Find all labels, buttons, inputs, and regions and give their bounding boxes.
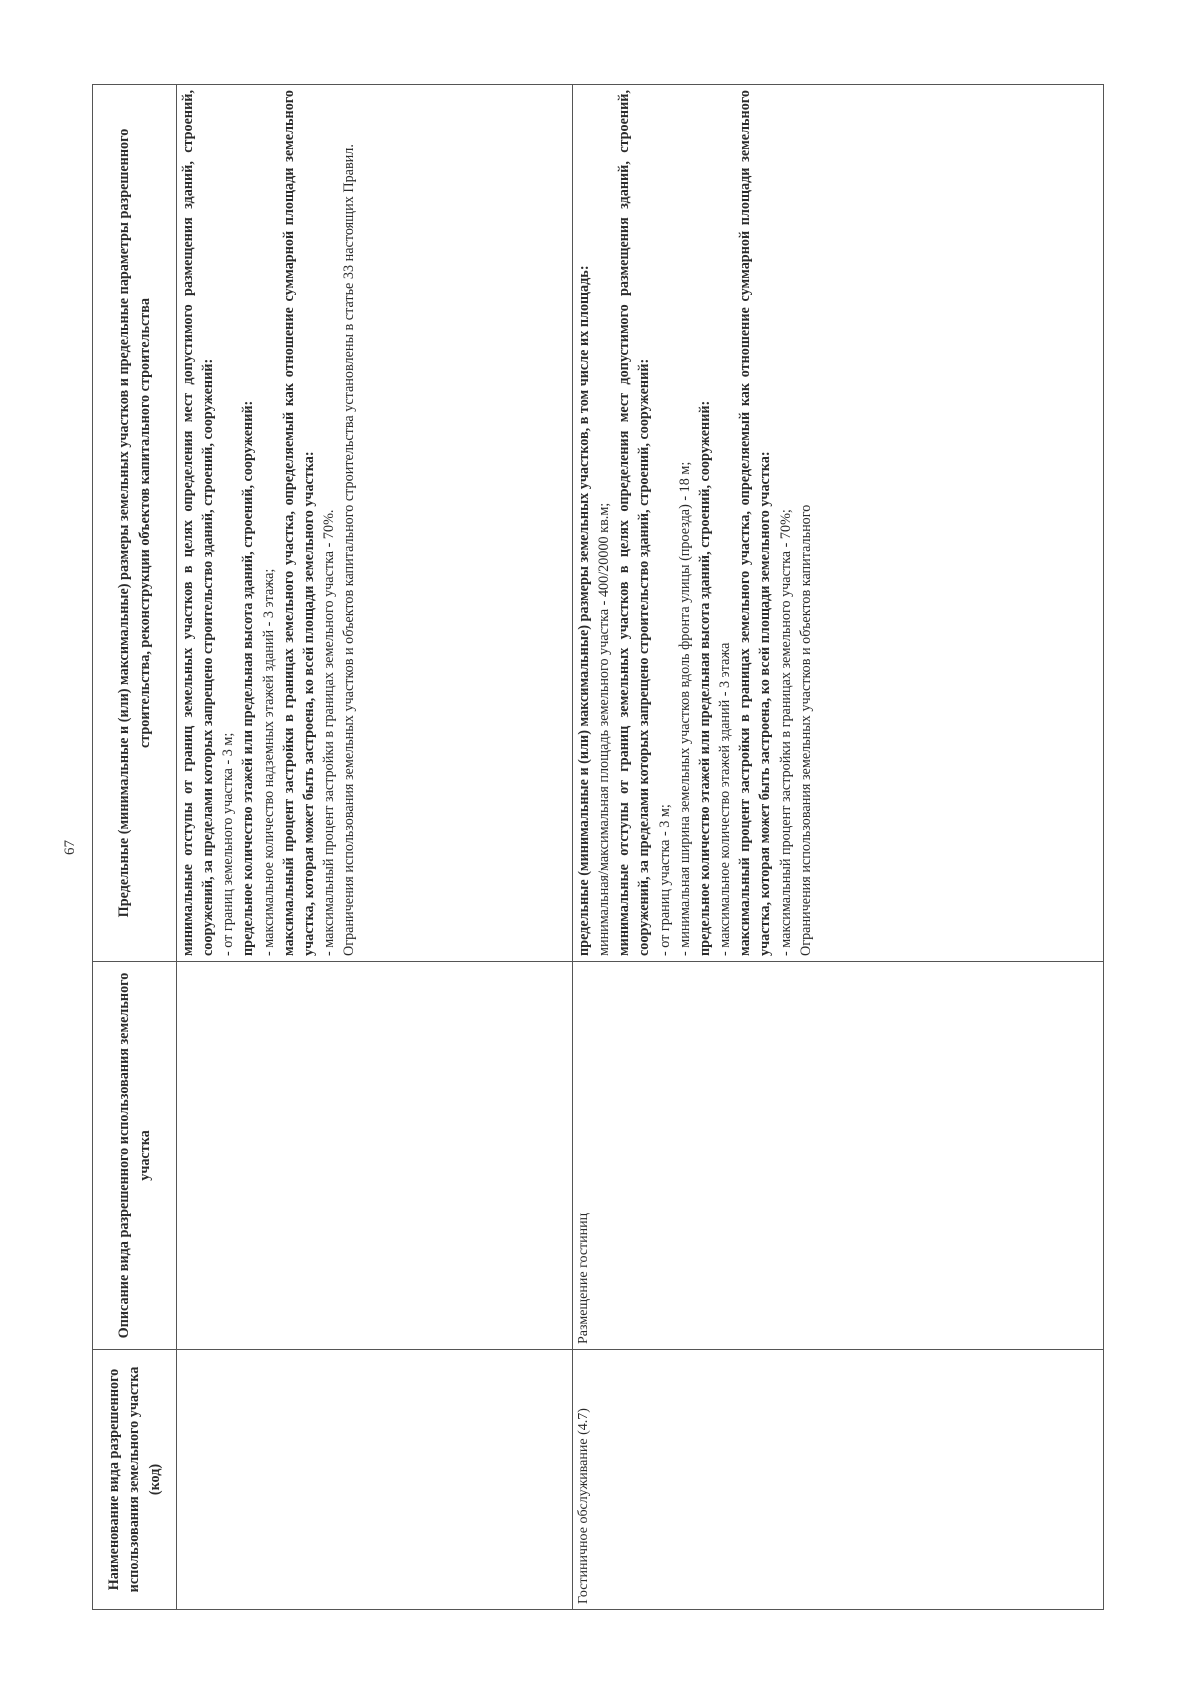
param-paragraph: - от границ земельного участка - 3 м; <box>220 732 237 956</box>
row-1-description <box>177 962 573 1350</box>
param-paragraph: Ограничения использования земельных участков и объектов капитального строительства установлены в статье 33 настоящих Правил. <box>341 144 358 956</box>
row-1-name <box>177 1350 573 1610</box>
table-header-row <box>93 85 177 1610</box>
param-paragraph: Ограничения использования земельных участков и объектов капитального <box>797 504 814 956</box>
row-2-description: Размещение гостиниц <box>573 962 1104 1350</box>
param-paragraph: максимальный процент застройки в границах земельного участка, определяемый как отношение суммарной площади земельного участка, которая может быть застроена, ко всей площади земельного участка: <box>737 90 774 956</box>
param-paragraph: минимальная/максимальная площадь земельного участка - 400/20000 кв.м; <box>596 502 613 956</box>
land-use-table <box>92 84 1104 1610</box>
param-paragraph: - от границ участка - 3 м; <box>656 804 673 956</box>
param-paragraph: - минимальная ширина земельных участков вдоль фронта улицы (проезда) - 18 м; <box>676 461 693 956</box>
header-name: Наименование вида разрешенного использования земельного участка (код) <box>93 1350 177 1610</box>
param-paragraph: - максимальное количество этажей зданий - 3 этажа <box>717 642 734 956</box>
param-paragraph: предельные (минимальные и (или) максимальные) размеры земельных участков, в том числе их площадь: <box>576 265 592 956</box>
params-list <box>574 90 816 956</box>
param-paragraph: максимальный процент застройки в границах земельного участка, определяемый как отношение суммарной площади земельного участка, которая может быть застроена, ко всей площади земельного участка: <box>280 90 317 956</box>
rotated-sheet <box>62 85 1104 1610</box>
param-paragraph: предельное количество этажей или предельная высота зданий, строений, сооружений: <box>696 400 713 956</box>
row-2-name: Гостиничное обслуживание (4.7) <box>573 1350 1104 1610</box>
param-paragraph: минимальные отступы от границ земельных участков в целях определения мест допустимого размещения зданий, строений, сооружений, за пределами которых запрещено строительство зданий, строений, сооружений: <box>180 90 217 956</box>
params-list <box>178 90 359 956</box>
page-number: 67 <box>62 840 78 855</box>
param-paragraph: - максимальный процент застройки в границах земельного участка - 70%. <box>321 509 338 956</box>
header-params: Предельные (минимальные и (или) максимальные) размеры земельных участков и предельные параметры разрешенного строительства, реконструкции объектов капитального строительства <box>93 85 177 962</box>
param-paragraph: предельное количество этажей или предельная высота зданий, строений, сооружений: <box>240 400 257 956</box>
header-description: Описание вида разрешенного использования земельного участка <box>93 962 177 1350</box>
row-1-params <box>177 85 573 962</box>
table-row <box>177 85 573 1610</box>
param-paragraph: - максимальное количество надземных этажей зданий - 3 этажа; <box>260 568 277 956</box>
param-paragraph: - максимальный процент застройки в границах земельного участка - 70%; <box>777 509 794 956</box>
row-2-params <box>573 85 1104 962</box>
param-paragraph: минимальные отступы от границ земельных участков в целях определения мест допустимого размещения зданий, строений, сооружений, за пределами которых запрещено строительство зданий, строений, сооружений: <box>616 90 653 956</box>
table-row <box>573 85 1104 1610</box>
